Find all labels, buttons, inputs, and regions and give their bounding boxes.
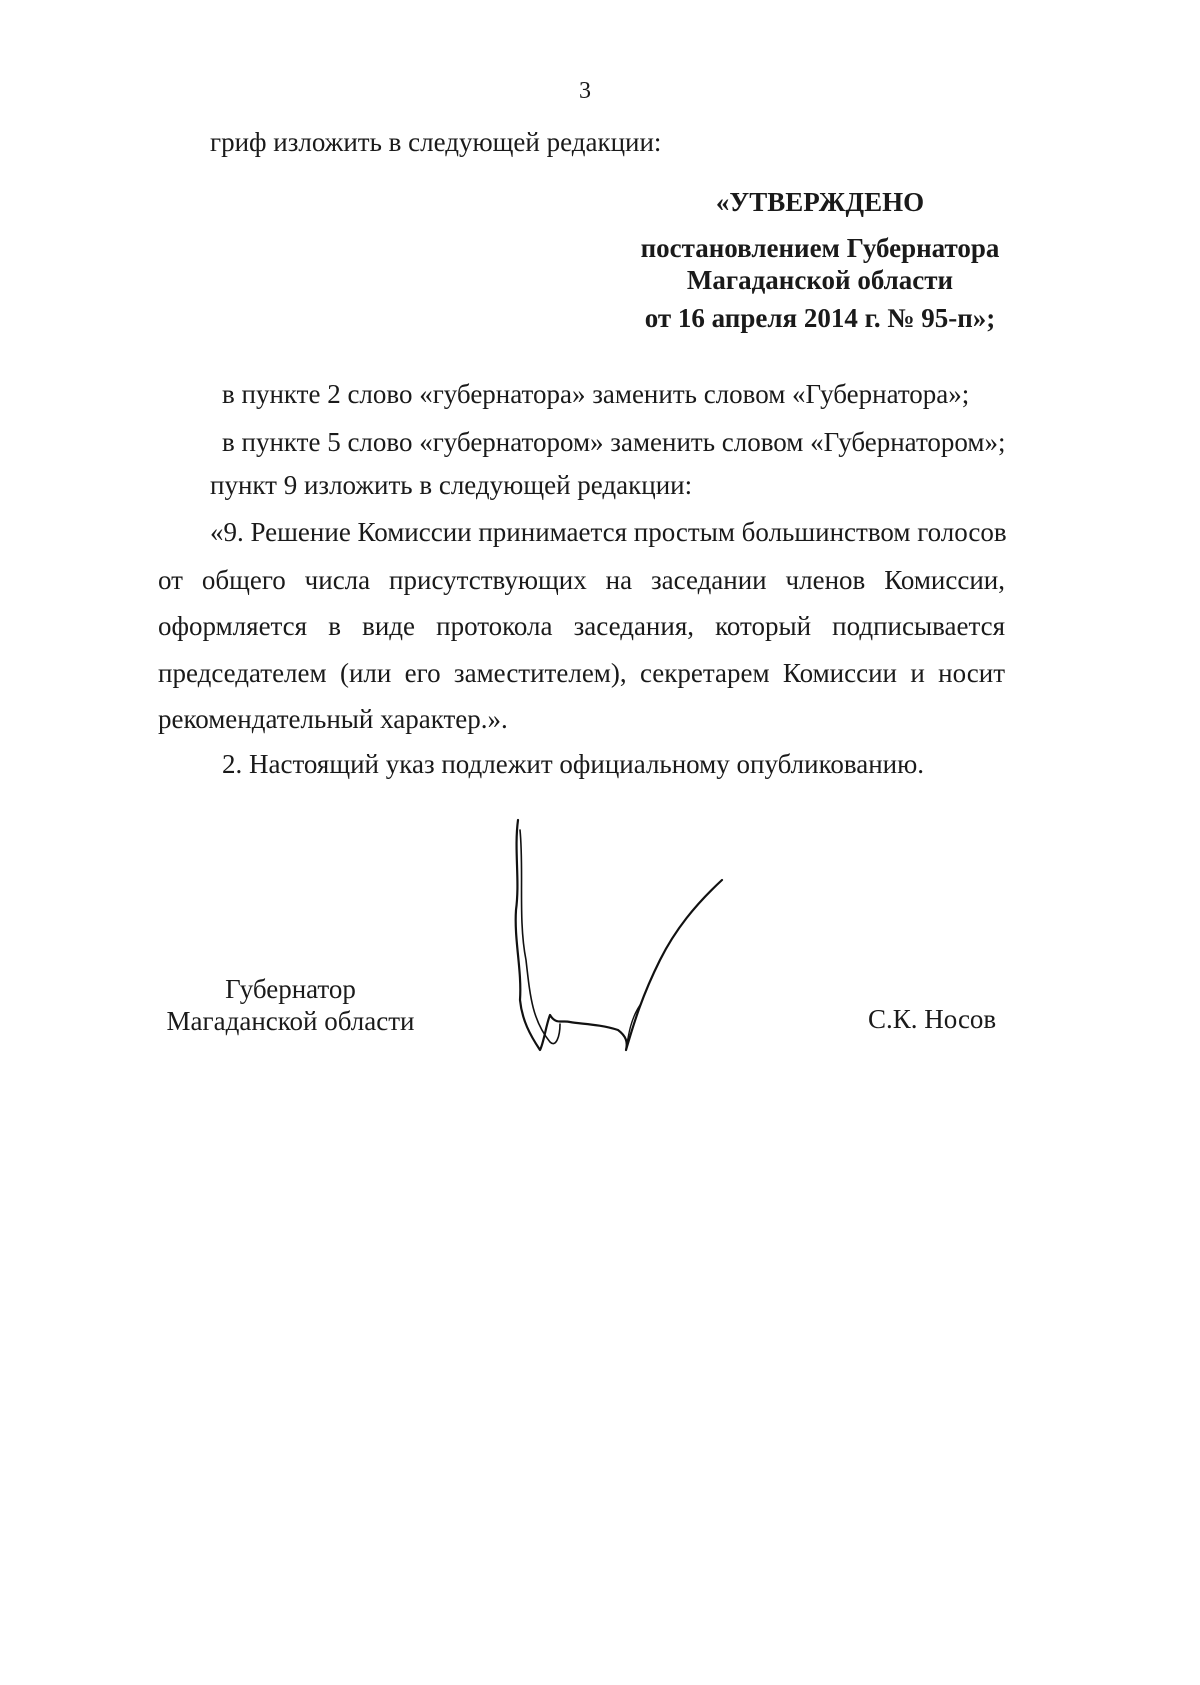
stamp-decree: постановлением Губернатора [640, 233, 1000, 263]
paragraph-item-9: пункт 9 изложить в следующей редакции: [210, 470, 693, 500]
intro-text: гриф изложить в следующей редакции: [210, 127, 662, 157]
item-9-line: оформляется в виде протокола заседания, который подписывается [158, 611, 1005, 641]
paragraph-item-5: в пункте 5 слово «губернатором» заменить словом «Губернатором»; [222, 427, 1006, 457]
publication-clause: 2. Настоящий указ подлежит официальному опубликованию. [222, 749, 925, 779]
item-9-line: председателем (или его заместителем), секретарем Комиссии и носит [158, 658, 1005, 688]
signatory-title-line: Губернатор [225, 974, 356, 1004]
item-9-line: от общего числа присутствующих на заседании членов Комиссии, [158, 565, 1005, 595]
signatory-title-line: Магаданской области [166, 1006, 415, 1036]
item-9-line: рекомендательный характер.». [158, 704, 508, 734]
item-9-line: «9. Решение Комиссии принимается простым большинством голосов [210, 517, 1007, 547]
stamp-region: Магаданской области [686, 265, 954, 295]
page-number: 3 [579, 78, 591, 104]
signatory-name: С.К. Носов [868, 1004, 997, 1034]
paragraph-item-2: в пункте 2 слово «губернатора» заменить словом «Губернатора»; [222, 379, 970, 409]
stamp-date: от 16 апреля 2014 г. № 95-п»; [644, 303, 996, 333]
stamp-approved: «УТВЕРЖДЕНО [715, 187, 925, 217]
handwritten-signature [500, 810, 740, 1070]
signatory-title [158, 973, 423, 1037]
